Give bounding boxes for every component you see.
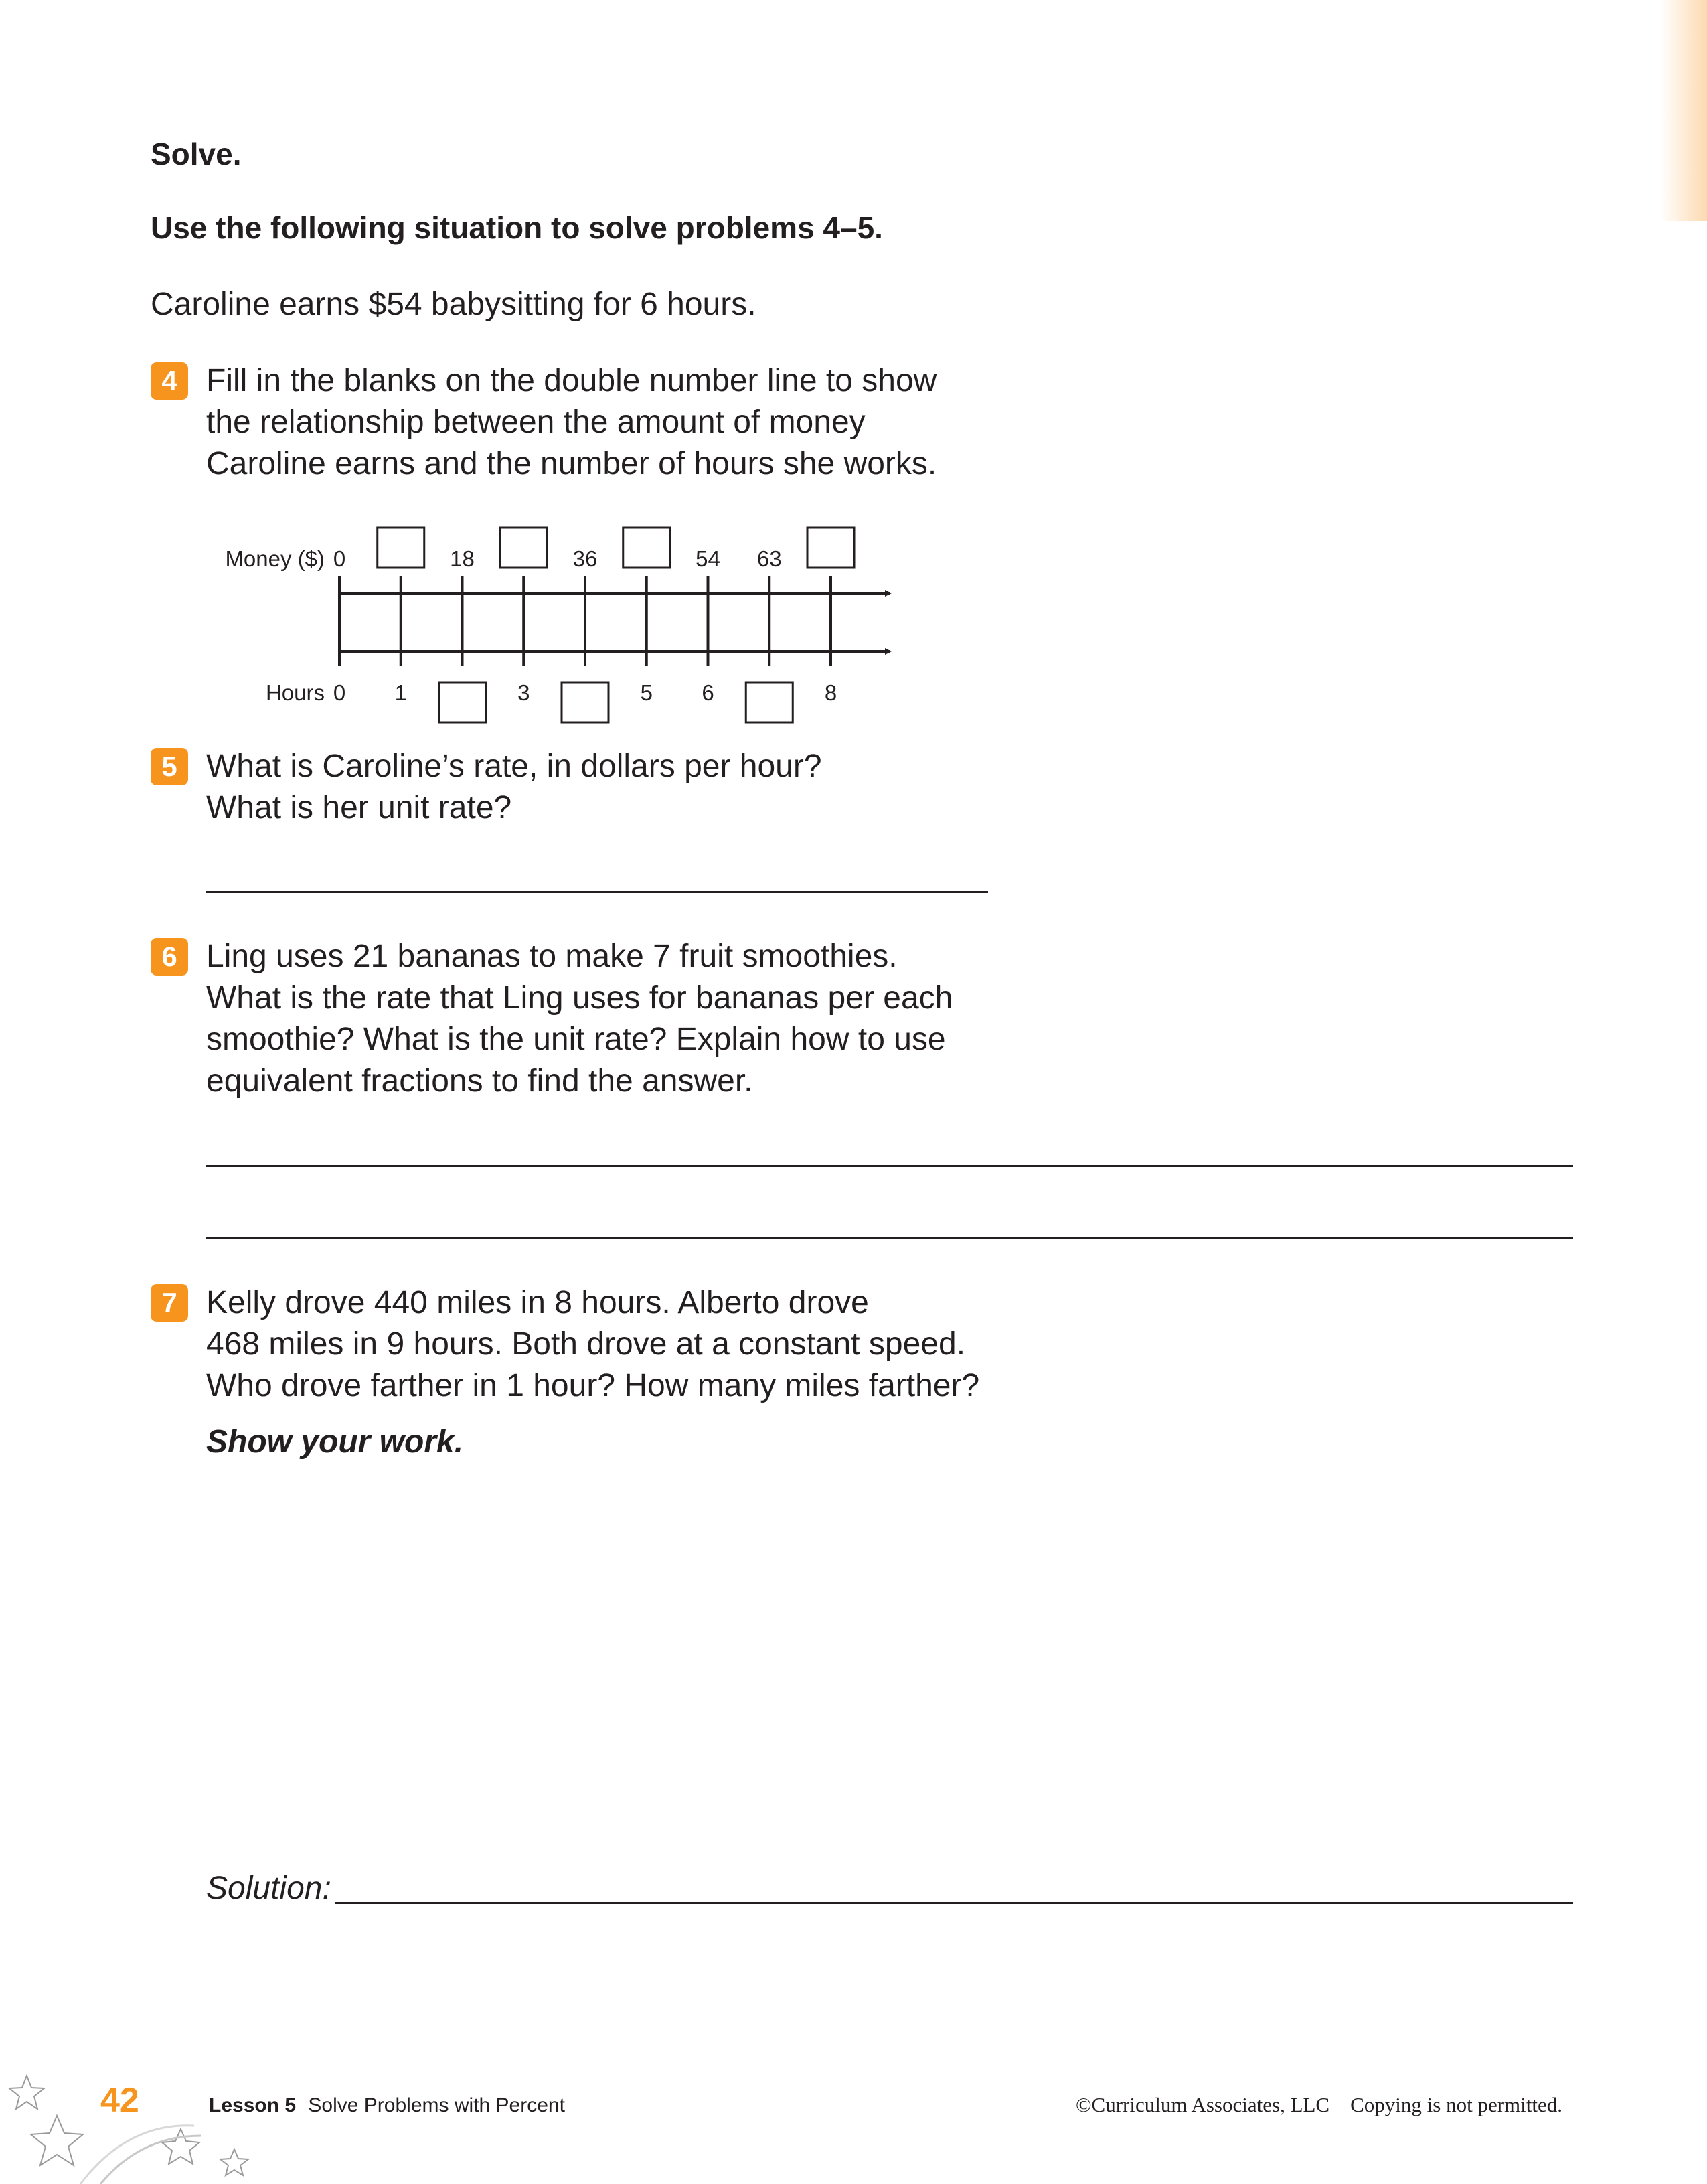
situation-heading: Use the following situation to solve problems 4–5. (151, 210, 883, 245)
question-line: the relationship between the amount of money (206, 404, 866, 440)
solution-line-7[interactable] (335, 1902, 1573, 1904)
question-line: What is Caroline’s rate, in dollars per hour? (206, 749, 822, 784)
money-blank-box[interactable] (807, 528, 854, 568)
money-blank-box[interactable] (623, 528, 670, 568)
lesson-number: Lesson 5 (209, 2094, 297, 2116)
solution-label: Solution: (206, 1871, 331, 1906)
question-badge-6: 6 (151, 938, 188, 976)
hours-blank-box[interactable] (562, 682, 608, 722)
question-7-text (206, 1282, 979, 1407)
question-line: 468 miles in 9 hours. Both drove at a constant speed. (206, 1326, 966, 1362)
hours-tick-label: 3 (517, 680, 530, 705)
answer-line-6a[interactable] (206, 1165, 1573, 1167)
question-line: smoothie? What is the unit rate? Explain how to use (206, 1022, 946, 1057)
page-number: 42 (100, 2081, 139, 2120)
question-line: equivalent fractions to find the answer. (206, 1063, 753, 1099)
hours-tick-label: 1 (394, 680, 407, 705)
question-4-text (206, 360, 937, 485)
question-badge-7: 7 (151, 1284, 188, 1322)
question-line: Who drove farther in 1 hour? How many miles farther? (206, 1368, 980, 1403)
lesson-footer (209, 2094, 565, 2117)
question-line: Fill in the blanks on the double number line to show (206, 363, 937, 398)
hours-blank-box[interactable] (746, 682, 793, 722)
hours-tick-label: 0 (333, 680, 346, 705)
double-number-line (0, 509, 937, 736)
page-edge-shading (1660, 0, 1707, 221)
question-badge-5: 5 (151, 748, 188, 785)
money-tick-label: 36 (572, 546, 598, 571)
money-tick-label: 18 (450, 546, 475, 571)
star-decoration-icon (0, 2055, 281, 2184)
lesson-title: Solve Problems with Percent (308, 2094, 565, 2116)
question-line: What is her unit rate? (206, 790, 512, 826)
money-tick-label: 63 (756, 546, 782, 571)
hours-axis-label: Hours (265, 680, 325, 705)
hours-tick-label: 8 (824, 680, 837, 705)
show-work-label: Show your work. (206, 1424, 464, 1460)
money-blank-box[interactable] (378, 528, 424, 568)
question-6-text (206, 936, 953, 1102)
question-line: Caroline earns and the number of hours she works. (206, 446, 937, 481)
money-axis-label: Money ($) (225, 546, 325, 571)
section-heading: Solve. (151, 137, 242, 171)
answer-line-5[interactable] (206, 891, 988, 893)
question-line: Kelly drove 440 miles in 8 hours. Alberto drove (206, 1285, 869, 1320)
money-tick-label: 54 (696, 546, 720, 571)
money-tick-label: 0 (333, 546, 346, 571)
hours-tick-label: 5 (640, 680, 653, 705)
question-line: What is the rate that Ling uses for bananas per each (206, 980, 953, 1016)
situation-text: Caroline earns $54 babysitting for 6 hours. (151, 287, 756, 322)
answer-line-6b[interactable] (206, 1237, 1573, 1239)
question-badge-4: 4 (151, 362, 188, 400)
money-blank-box[interactable] (500, 528, 547, 568)
hours-tick-label: 6 (702, 680, 714, 705)
copyright-notice: ©Curriculum Associates, LLC Copying is not permitted. (1075, 2093, 1562, 2116)
question-5-text (206, 746, 822, 829)
question-line: Ling uses 21 bananas to make 7 fruit smoothies. (206, 939, 898, 974)
hours-blank-box[interactable] (439, 682, 486, 722)
